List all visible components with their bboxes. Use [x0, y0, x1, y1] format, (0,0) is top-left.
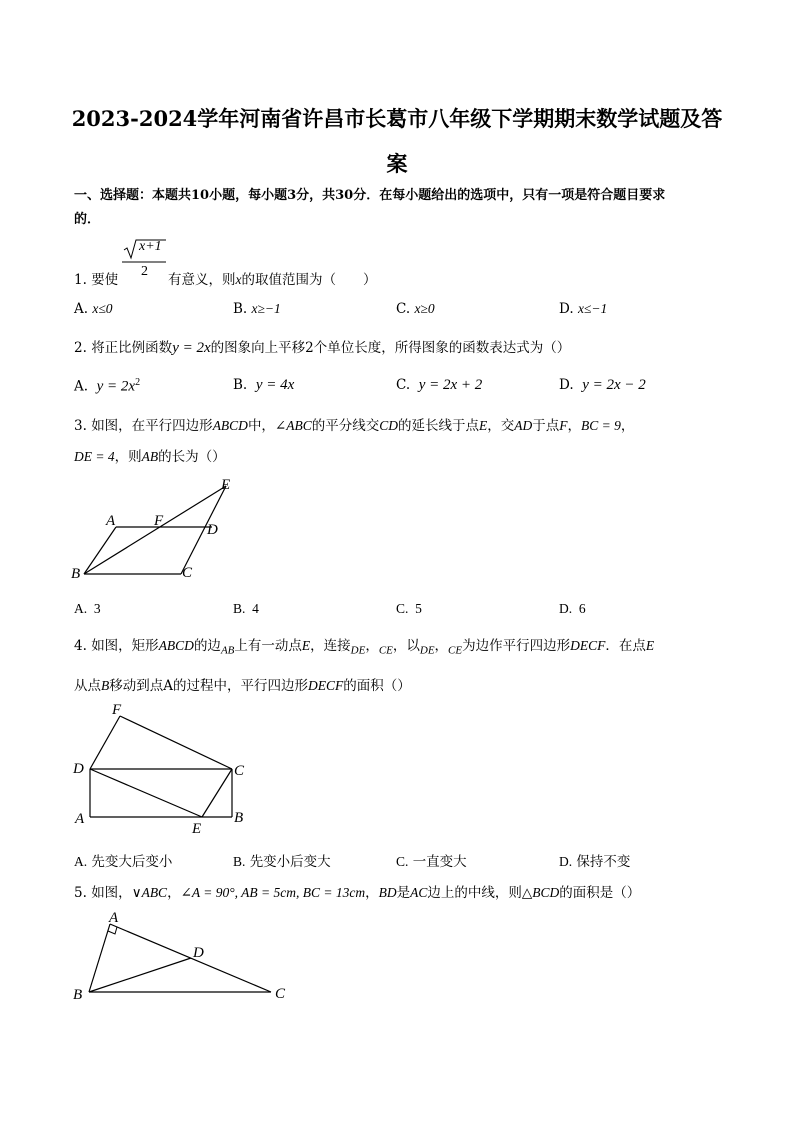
figure-label-f: F: [154, 513, 164, 529]
figure-label-b: B: [73, 987, 83, 1003]
math-symbol: AB: [220, 644, 235, 657]
option-label: B.: [233, 301, 248, 317]
question-text: 的长为（）: [158, 449, 226, 465]
math-expression: BC = 9: [581, 418, 621, 433]
question-number: 1.: [74, 272, 87, 288]
option-label: C.: [396, 854, 409, 869]
figure-label-b: B: [71, 566, 81, 582]
question-text: 中，∠: [247, 418, 287, 434]
option-label: C.: [396, 377, 411, 393]
option-label: D.: [559, 601, 573, 616]
math-symbol: DECF: [308, 678, 344, 693]
figure-label-d: D: [207, 522, 218, 538]
math-symbol: AC: [410, 885, 428, 900]
math-symbol: ABC: [286, 418, 312, 433]
question-text: 的延长线于点: [398, 418, 480, 434]
question-text: 边上的中线，则△: [427, 885, 533, 901]
question-text: ，连接: [310, 638, 351, 654]
math-symbol: CE: [448, 644, 463, 657]
math-symbol: E: [301, 638, 311, 653]
option-label: C.: [396, 601, 409, 616]
figure-label-d: D: [73, 761, 84, 777]
section-heading-continued: 的．: [74, 212, 101, 227]
question-text: 是: [396, 885, 411, 901]
page-title-continued: 案: [386, 151, 408, 176]
question-number: 3.: [74, 418, 87, 434]
option-text: 5: [415, 601, 422, 616]
option-text: x≥0: [414, 301, 435, 316]
option-text: 6: [578, 601, 586, 616]
option-text: 先变大后变小: [91, 854, 173, 870]
figure-label-e: E: [221, 477, 231, 493]
question-text: 移动到点A的过程中，平行四边形: [109, 678, 308, 694]
option-label: B.: [233, 854, 246, 869]
math-symbol: DE: [350, 644, 366, 657]
math-symbol: E: [645, 638, 655, 653]
question-text: ，: [567, 418, 582, 434]
fraction-denominator: 2: [141, 264, 148, 279]
option-text: y = 2x − 2: [582, 377, 646, 393]
option-a[interactable]: [74, 601, 101, 617]
option-label: A.: [74, 301, 89, 317]
option-b[interactable]: [233, 301, 281, 317]
math-symbol: CD: [379, 418, 399, 433]
figure-label-e: E: [192, 821, 202, 837]
option-text: x≤−1: [577, 301, 608, 316]
option-b[interactable]: [233, 377, 294, 394]
math-symbol: AB: [141, 449, 159, 464]
option-label: B.: [233, 601, 246, 616]
question-text: ，: [167, 885, 181, 901]
option-label: A.: [74, 601, 88, 616]
option-d[interactable]: [559, 850, 630, 870]
math-variable: x: [235, 272, 242, 287]
question-text: ．在点: [605, 638, 646, 654]
option-b[interactable]: [233, 850, 331, 870]
math-symbol: ABCD: [158, 638, 194, 653]
question-text: ，: [434, 638, 449, 654]
question-text: 的面积（）: [343, 678, 411, 694]
option-d[interactable]: [559, 301, 607, 317]
rectangle-figure: [64, 696, 264, 838]
option-label: D.: [559, 377, 574, 393]
option-text: x≤0: [92, 301, 113, 316]
option-d[interactable]: [559, 377, 646, 394]
question-text: 如图，矩形: [91, 638, 159, 654]
option-label: C.: [396, 301, 411, 317]
option-label: D.: [559, 301, 574, 317]
question-text: 有意义，则: [168, 272, 236, 288]
math-expression: y = 2x: [172, 340, 211, 356]
option-text: 先变小后变大: [249, 854, 331, 870]
math-symbol: DECF: [570, 638, 606, 653]
option-text: 一直变大: [412, 854, 467, 870]
question-text: 为边作平行四边形: [462, 638, 571, 654]
math-symbol: DE: [419, 644, 435, 657]
option-c[interactable]: [396, 850, 467, 870]
option-text: y = 2x + 2: [418, 377, 483, 393]
math-symbol: AD: [514, 418, 533, 433]
question-text: 将正比例函数: [91, 340, 173, 356]
option-text: 保持不变: [576, 854, 631, 870]
question-text: ，则: [114, 449, 142, 465]
math-symbol: ABCD: [212, 418, 248, 433]
figure-label-c: C: [234, 763, 245, 779]
option-b[interactable]: [233, 601, 259, 617]
page-title: 2023-2024学年河南省许昌市长葛市八年级下学期期末数学试题及答: [71, 106, 723, 131]
option-a[interactable]: [74, 301, 113, 317]
math-symbol: B: [101, 678, 110, 693]
section-heading: 一、选择题：本题共10小题，每小题3分，共30分．在每小题给出的选项中，只有一项是符合题目要求: [74, 188, 666, 203]
question-number: 2.: [74, 340, 87, 356]
question-text: ，: [620, 418, 635, 434]
math-symbol: ∨ABC: [131, 885, 168, 900]
math-symbol: CE: [378, 644, 393, 657]
question-text: 于点: [532, 418, 560, 434]
option-a[interactable]: [74, 850, 172, 870]
math-expression: DE = 4: [74, 449, 115, 464]
math-symbol: BCD: [532, 885, 560, 900]
option-c[interactable]: [396, 377, 482, 394]
option-text: 4: [252, 601, 259, 616]
question-text: ，: [365, 885, 379, 901]
option-label: B.: [233, 377, 248, 393]
question-text: 要使: [91, 272, 119, 288]
option-c[interactable]: [396, 601, 422, 617]
math-symbol: E: [479, 418, 488, 433]
option-text: y = 2x: [96, 378, 136, 395]
option-c[interactable]: [396, 301, 435, 317]
math-symbol: BD: [378, 885, 397, 900]
question-text: 的图象向上平移2个单位长度，所得图象的函数表达式为（）: [210, 340, 571, 356]
question-text: 的边: [193, 638, 221, 654]
figure-label-a: A: [106, 513, 116, 529]
math-expression: ∠A = 90°, AB = 5cm, BC = 13cm: [180, 885, 366, 900]
question-text: 的取值范围为（ ）: [241, 272, 377, 288]
option-label: A.: [74, 378, 89, 395]
option-d[interactable]: [559, 601, 586, 617]
option-text: 3: [93, 601, 101, 616]
option-superscript: 2: [135, 377, 141, 388]
question-text: 如图，在平行四边形: [91, 418, 213, 434]
option-text: x≥−1: [251, 301, 281, 316]
right-triangle-figure: [64, 908, 304, 1004]
figure-label-d: D: [193, 945, 204, 961]
option-label: D.: [559, 854, 573, 869]
question-number: 5.: [74, 885, 87, 901]
option-a[interactable]: [74, 377, 140, 396]
question-text: 的平分线交: [311, 418, 380, 434]
figure-label-c: C: [275, 986, 286, 1002]
question-text: ，: [365, 638, 379, 654]
option-label: A.: [74, 854, 88, 869]
question-text: ，交: [487, 418, 515, 434]
figure-label-b: B: [234, 810, 244, 826]
parallelogram-figure: [64, 476, 244, 582]
question-text: 上有一动点: [234, 638, 302, 654]
figure-label-c: C: [182, 565, 193, 581]
figure-label-a: A: [75, 811, 85, 827]
figure-label-a: A: [109, 910, 119, 926]
fraction-numerator: x+1: [139, 239, 162, 254]
option-text: y = 4x: [255, 377, 295, 393]
question-number: 4.: [74, 638, 87, 654]
question-text: ，以: [392, 638, 420, 654]
question-text: 从点: [74, 678, 101, 694]
math-symbol: F: [559, 418, 568, 433]
question-text: 如图，: [91, 885, 132, 901]
question-text: 的面积是（）: [559, 885, 641, 901]
figure-label-f: F: [112, 702, 122, 718]
